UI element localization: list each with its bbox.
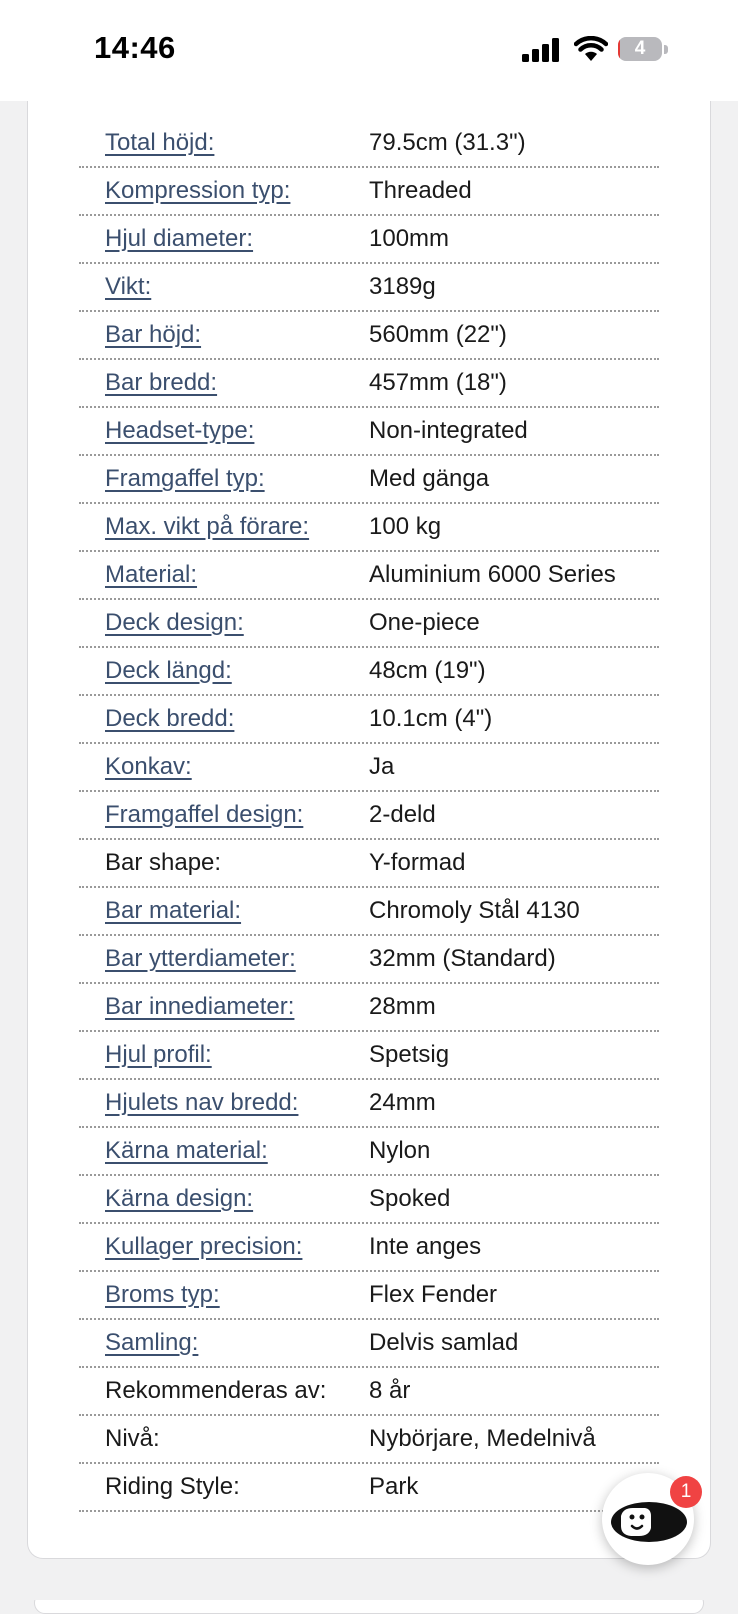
spec-label-link[interactable]: Kärna material: (105, 1137, 268, 1164)
spec-value: Nylon (369, 1137, 431, 1164)
spec-row (79, 1272, 659, 1320)
spec-row (79, 1224, 659, 1272)
spec-value: 32mm (Standard) (369, 945, 556, 972)
spec-label-link[interactable]: Hjulets nav bredd: (105, 1089, 299, 1116)
spec-value: 48cm (19") (369, 657, 486, 684)
spec-label-link[interactable]: Konkav: (105, 753, 192, 780)
spec-value: 2-deld (369, 801, 436, 828)
spec-value: 100 kg (369, 513, 442, 540)
spec-label-link[interactable]: Framgaffel design: (105, 801, 304, 828)
spec-value: Inte anges (369, 1233, 482, 1260)
spec-value: Ja (369, 753, 395, 780)
spec-row (79, 216, 659, 264)
spec-row (79, 552, 659, 600)
spec-value: 8 år (369, 1377, 411, 1404)
spec-value: Park (369, 1473, 419, 1500)
spec-label-link[interactable]: Bar material: (105, 897, 242, 924)
battery-level: 4 (634, 38, 646, 59)
spec-row (79, 1176, 659, 1224)
spec-value: Non-integrated (369, 417, 528, 444)
spec-row (79, 408, 659, 456)
spec-value: 79.5cm (31.3") (369, 129, 526, 156)
spec-label-link[interactable]: Max. vikt på förare: (105, 513, 310, 540)
spec-row (79, 168, 659, 216)
spec-label: Riding Style: (105, 1473, 240, 1500)
spec-row (79, 744, 659, 792)
spec-value: Delvis samlad (369, 1329, 519, 1356)
spec-row (79, 696, 659, 744)
spec-label-link[interactable]: Bar ytterdiameter: (105, 945, 296, 972)
spec-row (79, 984, 659, 1032)
spec-value: 24mm (369, 1089, 436, 1116)
spec-label-link[interactable]: Framgaffel typ: (105, 465, 265, 492)
spec-row (79, 1128, 659, 1176)
chat-mascot-icon (609, 1500, 689, 1546)
spec-row (79, 1416, 659, 1464)
spec-row (79, 600, 659, 648)
spec-label-link[interactable]: Kärna design: (105, 1185, 254, 1212)
spec-value: Chromoly Stål 4130 (369, 897, 580, 924)
chat-notification-badge: 1 (670, 1476, 702, 1508)
spec-label-link[interactable]: Material: (105, 561, 198, 588)
spec-row (79, 792, 659, 840)
spec-value: 10.1cm (4") (369, 705, 493, 732)
wifi-icon (574, 36, 608, 62)
spec-row (79, 1368, 659, 1416)
spec-value: One-piece (369, 609, 480, 636)
spec-label: Nivå: (105, 1425, 160, 1452)
spec-row (79, 504, 659, 552)
spec-value: Flex Fender (369, 1281, 498, 1308)
spec-label-link[interactable]: Deck design: (105, 609, 244, 636)
spec-label-link[interactable]: Hjul diameter: (105, 225, 254, 252)
spec-row (79, 264, 659, 312)
spec-row (79, 1080, 659, 1128)
spec-value: 100mm (369, 225, 450, 252)
spec-label-link[interactable]: Samling: (105, 1329, 199, 1356)
spec-value: 560mm (22") (369, 321, 507, 348)
spec-row (79, 1320, 659, 1368)
spec-row (79, 888, 659, 936)
spec-row (79, 840, 659, 888)
spec-value: 28mm (369, 993, 436, 1020)
spec-value: Med gänga (369, 465, 490, 492)
spec-label-link[interactable]: Total höjd: (105, 129, 215, 156)
battery-icon (618, 37, 668, 63)
spec-row (79, 312, 659, 360)
spec-row (79, 1464, 659, 1512)
specs-table (79, 120, 659, 1512)
spec-row (79, 648, 659, 696)
spec-value: 3189g (369, 273, 436, 300)
spec-value: Aluminium 6000 Series (369, 561, 616, 588)
spec-label-link[interactable]: Deck bredd: (105, 705, 235, 732)
spec-label: Rekommenderas av: (105, 1377, 327, 1404)
spec-value: Spoked (369, 1185, 451, 1212)
spec-row (79, 1032, 659, 1080)
spec-label-link[interactable]: Bar höjd: (105, 321, 202, 348)
spec-value: Spetsig (369, 1041, 450, 1068)
status-time: 14:46 (94, 30, 176, 65)
spec-value: Threaded (369, 177, 472, 204)
status-bar (0, 0, 738, 101)
spec-label-link[interactable]: Kompression typ: (105, 177, 291, 204)
spec-label-link[interactable]: Hjul profil: (105, 1041, 212, 1068)
signal-icon (522, 38, 562, 62)
spec-value: Nybörjare, Medelnivå (369, 1425, 596, 1452)
spec-row (79, 456, 659, 504)
spec-label: Bar shape: (105, 849, 222, 876)
spec-label-link[interactable]: Deck längd: (105, 657, 232, 684)
spec-label-link[interactable]: Headset-type: (105, 417, 255, 444)
spec-label-link[interactable]: Kullager precision: (105, 1233, 303, 1260)
spec-row (79, 936, 659, 984)
spec-label-link[interactable]: Broms typ: (105, 1281, 220, 1308)
spec-label-link[interactable]: Vikt: (105, 273, 152, 300)
spec-label-link[interactable]: Bar innediameter: (105, 993, 295, 1020)
spec-value: 457mm (18") (369, 369, 507, 396)
spec-value: Y-formad (369, 849, 466, 876)
spec-row (79, 120, 659, 168)
spec-row (79, 360, 659, 408)
spec-label-link[interactable]: Bar bredd: (105, 369, 218, 396)
